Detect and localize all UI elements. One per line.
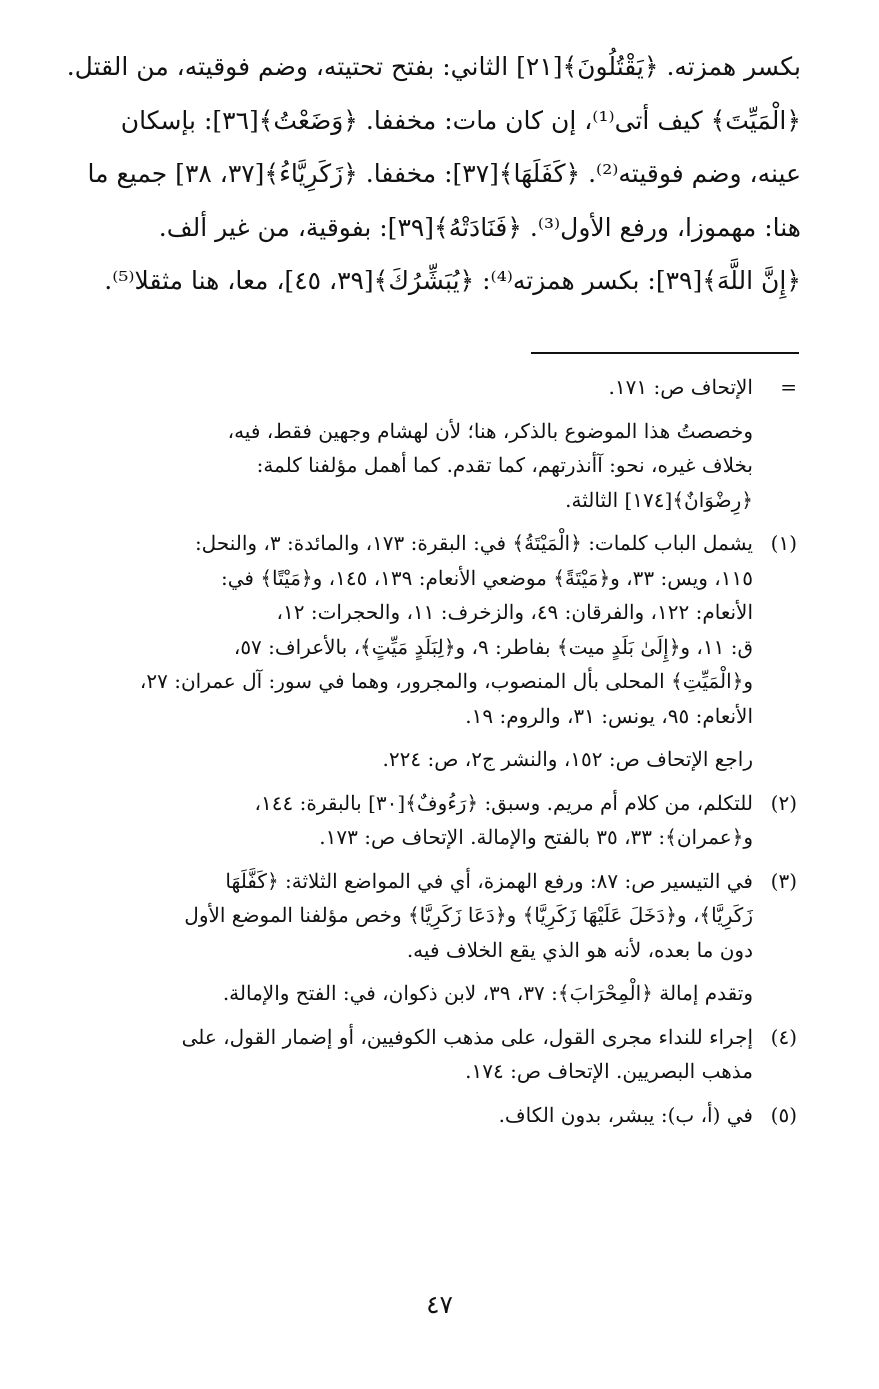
main-text-line: هنا: مهموزا، ورفع الأول⁽³⁾. ﴿فَنَادَتْهُ﴾[٣٩]: بفوقية، من غير ألف. [158,212,801,242]
footnote-line: الإتحاف ص: ١٧١. [608,375,753,399]
footnote-line: بخلاف غيره، نحو: آأنذرتهم، كما تقدم. كما أهمل مؤلفنا كلمة: [256,453,753,477]
footnote-continuation-paragraph [112,414,797,518]
footnote-line: وتقدم إمالة ﴿الْمِحْرَابَ﴾: ٣٧، ٣٩، لابن ذكوان، في: الفتح والإمالة. [222,981,753,1005]
footnote-line: زَكَرِيَّا﴾، و﴿دَخَلَ عَلَيْهَا زَكَرِيَّا﴾ و﴿دَعَا زَكَرِيَّا﴾ وخص مؤلفنا الموضع الأول [184,903,753,927]
footnote-continuation [112,370,797,405]
footnote-3 [112,864,797,968]
footnote-line: وخصصتُ هذا الموضوع بالذكر، هنا؛ لأن لهشام وجهين فقط، فيه، [227,418,753,443]
footnote-marker: (٥) [770,1102,797,1127]
footnote-2 [112,786,797,855]
footnote-line: ١١٥، ويس: ٣٣، و﴿مَيْتَةً﴾ موضعي الأنعام: ١٣٩، ١٤٥، و﴿مَيْتًا﴾ في: [221,565,753,590]
footnote-separator [531,352,799,354]
footnote-line: الأنعام: ٩٥، يونس: ٣١، والروم: ١٩. [465,703,753,728]
footnote-3-continuation [112,976,797,1011]
footnote-line: و﴿الْمَيِّتِ﴾ المحلى بأل المنصوب، والمجرور، وهما في سور: آل عمران: ٢٧، [139,669,753,693]
main-text-line: ﴿إِنَّ اللَّهَ﴾[٣٩]: بكسر همزته⁽⁴⁾: ﴿يُبَشِّرُكَ﴾[٣٩، ٤٥]، معا، هنا مثقلا⁽⁵⁾. [104,266,801,295]
footnote-line: في (أ، ب): يبشر، بدون الكاف. [498,1102,753,1127]
footnote-line: راجع الإتحاف ص: ١٥٢، والنشر ج٢، ص: ٢٢٤. [382,747,753,771]
footnote-line: ق: ١١، و﴿إِلَىٰ بَلَدٍ ميت﴾ بفاطر: ٩، و﴿لِبَلَدٍ مَيِّتٍ﴾، بالأعراف: ٥٧، [233,634,753,659]
main-text-line: ﴿الْمَيِّتَ﴾ كيف أتى⁽¹⁾، إن كان مات: مخففا. ﴿وَضَعْتُ﴾[٣٦]: بإسكان [120,105,801,135]
footnote-5 [112,1098,797,1133]
footnote-line: في التيسير ص: ٨٧: ورفع الهمزة، أي في المواضع الثلاثة: ﴿كَفَّلَهَا [225,868,753,893]
footnote-marker: (٢) [770,790,797,815]
footnote-line: الأنعام: ١٢٢، والفرقان: ٤٩، والزخرف: ١١، والحجرات: ١٢، [276,600,753,624]
footnote-line: مذهب البصريين. الإتحاف ص: ١٧٤. [465,1059,753,1083]
footnote-line: للتكلم، من كلام أم مريم. وسبق: ﴿رَءُوفٌ﴾[٣٠] بالبقرة: ١٤٤، [254,790,753,815]
footnote-marker: (٤) [770,1024,797,1049]
footnote-line: يشمل الباب كلمات: ﴿الْمَيْتَةُ﴾ في: البقرة: ١٧٣، والمائدة: ٣، والنحل: [194,531,753,555]
footnotes [112,370,797,1141]
main-text-line: عينه، وضم فوقيته⁽²⁾. ﴿كَفَلَهَا﴾[٣٧]: مخففا. ﴿زَكَرِيَّاءُ﴾[٣٧، ٣٨] جميع ما [87,159,801,188]
footnote-1-continuation [112,742,797,777]
footnote-line: و﴿عمران﴾: ٣٣، ٣٥ بالفتح والإمالة. الإتحاف ص: ١٧٣. [319,825,753,849]
footnote-marker [753,976,797,1011]
footnote-1 [112,526,797,733]
footnote-line: دون ما بعده، لأنه هو الذي يقع الخلاف فيه. [406,937,753,962]
main-text-line: بكسر همزته. ﴿يَقْتُلُونَ﴾[٢١] الثاني: بفتح تحتيته، وضم فوقيته، من القتل. [66,52,801,81]
footnote-4 [112,1020,797,1089]
footnote-line: إجراء للنداء مجرى القول، على مذهب الكوفيين، أو إضمار القول، على [181,1024,753,1049]
footnote-line: ﴿رِضْوَانٌ﴾[١٧٤] الثالثة. [565,487,753,512]
footnote-marker: (١) [770,531,797,555]
main-text [66,40,801,308]
footnote-marker: (٣) [770,868,797,893]
page-number: ٤٧ [426,1290,453,1319]
footnote-marker [753,742,797,777]
footnote-marker: = [780,375,797,399]
